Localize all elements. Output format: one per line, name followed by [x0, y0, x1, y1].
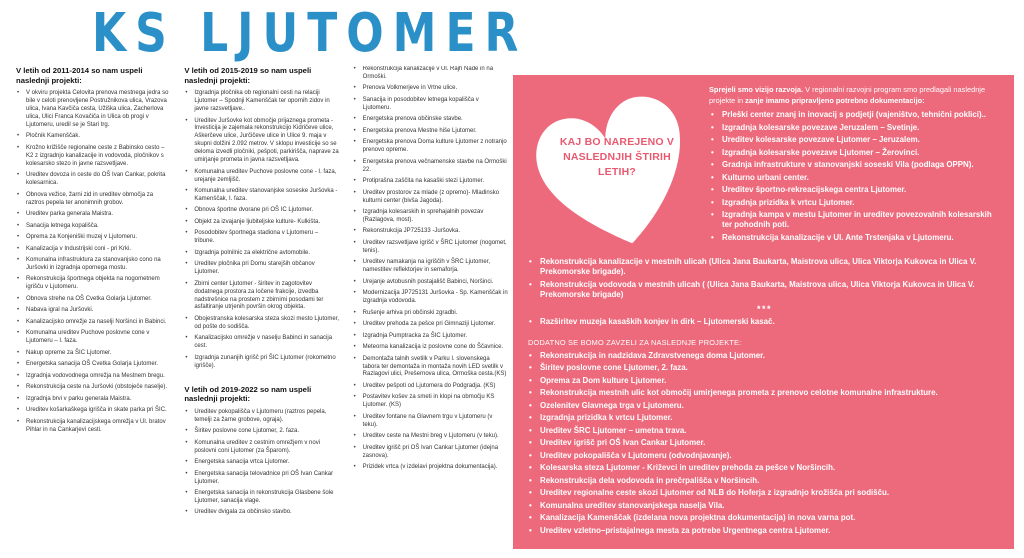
heart-question-text: KAJ BO NAREJENO V NASLEDNJIH ŠTIRIH LETIH? [559, 136, 675, 179]
list-item: • Krožno križišče regionalne ceste z Babinsko cesto – K2 z izgradnjo kanalizacije in vodovoda, pločnikov s kolesarsko stezo in javne razsvetljave. [16, 145, 171, 169]
list-item: • Sanacija letnega kopališča. [16, 223, 171, 231]
list-item: • Kolesarska steza Ljutomer - Križevci in ureditev prehoda za pešce v Noršincih. [527, 463, 1002, 473]
list-item: • Demontaža talnih svetilk v Parku I. slovenskega tabora ter demontaža in montaža novih LED svetilk v Razlagovi ulici, Prešernova ulica, Ormoška cesta.(KS) [353, 356, 508, 380]
list-item: • Ureditev regionalne ceste skozi Ljutomer od NLB do Hoferja z izgradnjo krožišča pri sodišču. [527, 488, 1002, 498]
list-item: • Gradnja infrastrukture v stanovanjski soseski Vila (podlaga OPPN). [709, 160, 1002, 170]
list-item: • Energetska prenova občinske stavbe. [353, 116, 508, 124]
list-item: • Komunalna ureditev Puchove poslovne cone - I. faza, urejanje zemljišč. [184, 169, 339, 185]
list-item: • Izgradnja brvi v parku generala Maistra. [16, 396, 171, 404]
list-item: • Rekonstrukcija vodovoda v mestnih ulicah ( (Ulica Jana Baukarta, Maistrova ulica, Ulica Viktorja Kukovca in Ulica V. Prekomorske brigade) [527, 280, 1002, 300]
museum-item-list [527, 317, 1002, 327]
list-item: • Rekonstrukcija ceste na Juršovki (obstoječe naselje). [16, 384, 171, 392]
list-item: • Izgradnja kolesarske povezave Ljutomer – Žerovinci. [709, 148, 1002, 158]
column-header-2011-2014: V letih od 2011-2014 so nam uspeli naslednji projekti: [16, 66, 143, 85]
list-item: • Komunalna infrastruktura za stanovanjsko cono na Juršovki in izgradnja opornega mostu. [16, 257, 171, 273]
list-item: • Energetska prenova Mestne hiše Ljutomer. [353, 128, 508, 136]
column-header-2019-2022: V letih od 2019-2022 so nam uspeli naslednji projekti: [184, 384, 312, 404]
list-item: • Razširitev muzeja kasaških konjev in dirk – Ljutomerski kasač. [527, 317, 1002, 327]
project-list-2019-2022 [184, 409, 339, 518]
list-item: • Oprema za Konjeniški muzej v Ljutomeru. [16, 234, 171, 242]
list-item: • Prleški center znanj in inovacij s podjetji (vajeništvo, tehnični poklici).. [709, 110, 1002, 120]
list-item: • Protiprašna zaščita na kasaški stezi Ljutomer. [353, 178, 508, 186]
list-item: • Modernizacija JP725131 Juršovka - Sp. Kamenščak in izgradnja vodovoda. [353, 290, 508, 306]
list-item: • Kanalizacijsko omrežje v naselju Babinci in sanacija cest. [184, 335, 339, 351]
panel-bottom-block [513, 255, 1014, 536]
list-item: • Izgradnja pločnika ob regionalni cesti na relaciji Ljutomer – Spodnji Kamenščak ter opornih zidov in javne razsvetljave.. [184, 90, 339, 114]
list-item: • Obnova strehe na OŠ Cvetka Golarja Ljutomer. [16, 296, 171, 304]
list-item: • Meteorna kanalizacija iz poslovne cone do Ščavnice. [353, 344, 508, 352]
list-item: • Ureditev prehoda za pešce pri Gimnaziji Ljutomer. [353, 321, 508, 329]
list-item: • Izgradnja kampa v mestu Ljutomer in ureditev povezovalnih kolesarskih ter pohodnih poti. [709, 210, 1002, 230]
list-item: • Komunalna ureditev z cestnim omrežjem v novi poslovni coni Ljutomer (za Šparom). [184, 440, 339, 456]
panel-intro [709, 85, 1002, 106]
list-item: • Ureditev ŠRC Ljutomer – umetna trava. [527, 426, 1002, 436]
list-item: • Obnova vežice, žarni zid in ureditev območja za raztros pepela ter anonimnih grobov. [16, 192, 171, 208]
list-item: • Objekt za izvajanje ljubiteljske kulture- Kulkišta. [184, 219, 339, 227]
vision-project-list [709, 110, 1002, 243]
list-item: • Rekonstrukcija športnega objekta na nogometnem igrišču v Ljutomeru. [16, 276, 171, 292]
list-item: • Rekonstrukcija kanalizacije v mestnih ulicah (Ulica Jana Baukarta, Maistrova ulica, Ulica Viktorja Kukovca in Ulica V. Prekomorske brigade). [527, 257, 1002, 277]
list-item: • Ureditev pešpoti od Ljutomera do Podgradja. (KS) [353, 383, 508, 391]
project-list-2011-2014 [16, 90, 171, 434]
list-item: • Ureditev prostorov za mlade (z opremo)- Mladinsko kulturni center (bivša Jagoda). [353, 190, 508, 206]
list-item: • Rekonstrukcija mestnih ulic kot območij umirjenega prometa z prenovo celotne komunalne infrastrukture. [527, 388, 1002, 398]
list-item: • Rekonstrukcija JP725133 -Juršovka. [353, 228, 508, 236]
intro-bold-lead: Sprejeli smo vizijo razvoja. [709, 85, 806, 94]
list-item: • Komunalna ureditev stanovanjske soseske Juršovka - Kamenščak, I. faza. [184, 188, 339, 204]
list-item: • Ureditev fontane na Glavnem trgu v Ljutomeru (v teku). [353, 414, 508, 430]
list-item: • Ureditev košarkaškega igrišča in skate parka pri ŠIC. [16, 407, 171, 415]
intro-regular: V regionalni razvojni program smo predlagali naslednje projekte in [709, 85, 986, 105]
list-item: • Ureditev ceste na Mestni breg v Ljutomeru (v teku). [353, 433, 508, 441]
heart-shape [527, 85, 705, 261]
list-item: • Ureditev namakanja na igriščih v ŠRC Ljutomer, namestitev reflektorjev in semaforja. [353, 259, 508, 275]
list-item: • Širitev poslovne cone Ljutomer, 2. faza. [527, 363, 1002, 373]
column-header-2015-2019: V letih od 2015-2019 so nam uspeli naslednji projekti: [184, 66, 312, 85]
list-item: • Izgradnja prizidka k vrtcu Ljutomer. [709, 198, 1002, 208]
intro-bold-tail: zanje imamo pripravljeno potrebno dokumentacijo: [745, 95, 925, 105]
projects-columns [16, 66, 508, 552]
list-item: • Prenova Volkmerjeve in Vrtne ulice. [353, 85, 508, 93]
list-item: • Izgradnja polnilnic za električne avtomobile. [184, 250, 339, 258]
list-item: • Nabava igral na Juršovki. [16, 307, 171, 315]
list-item: • Ureditev pločnika pri Domu starejših občanov Ljutomer. [184, 261, 339, 277]
list-item: • Postavitev košev za smeti in klopi na območju KS Ljutomer. (KS) [353, 394, 508, 410]
list-item: • Zbirni center Ljutomer - širitev in zagotovitev dodatnega prostora za ločene frakcije, izvedba nadstrešnice na prostem z zbirnimi posodami ter asfaltiranje utrjenih površin okrog objekta. [184, 281, 339, 313]
list-item: • Ureditev kolesarske povezave Ljutomer – Jeruzalem. [709, 135, 1002, 145]
list-item: • Nakup opreme za ŠIC Ljutomer. [16, 350, 171, 358]
list-item: • Ozelenitev Glavnega trga v Ljutomeru. [527, 401, 1002, 411]
page-title: KS LJUTOMER [92, 2, 528, 65]
list-item: • Energetska prenova Doma kulture Ljutomer z notranjo prenovo opreme. [353, 139, 508, 155]
list-item: • Kulturno urbani center. [709, 173, 1002, 183]
list-item: • Rekonstrukcija dela vodovoda in prečrpališča v Noršincih. [527, 476, 1002, 486]
list-item: • Ureditev pokopališča v Ljutomeru (odvodnjavanje). [527, 451, 1002, 461]
future-plans-panel [513, 75, 1014, 549]
list-item: • Rekonstrukcija kanalizacijskega omrežja v Ul. bratov Pihlar in na Cankarjevi cesti. [16, 419, 171, 435]
list-item: • Ureditev parka generala Maistra. [16, 211, 171, 219]
list-item: • Ureditev razsvetljave igrišč v ŠRC Ljutomer (nogomet, tenis). [353, 240, 508, 256]
stars-separator: *** [756, 303, 772, 314]
list-item: • Kanalizacija v Industrijski coni - pri Krki. [16, 246, 171, 254]
list-item: • Ureditev dvigala za občinsko stavbo. [184, 509, 339, 517]
list-item: • V okviru projekta Celovita prenova mestnega jedra so bile v celoti prenovljene Postružnikova ulica, Vrazova ulica, Ivana Kavčiča cesta, Užiška ulica, Zacherlova ulica, Ulici Franca Kovačiča in Ulica ob progi v Ljutomeru, uredil se je Stari trg. [16, 90, 171, 130]
additional-projects-header: DODATNO SE BOMO ZAVZELI ZA NASLEDNJE PROJEKTE: [528, 337, 742, 347]
list-item: • Širitev poslovne cone Ljutomer, 2. faza. [184, 428, 339, 436]
list-item: • Obnova športne dvorane pri OŠ IC Ljutomer. [184, 207, 339, 215]
column-2015-2022 [184, 66, 339, 552]
list-item: • Rekonstrukcija kanalizacije v Ul. Ante Trstenjaka v Ljutomeru. [709, 233, 1002, 243]
list-item: • Kanalizacija Kamenščak (izdelana nova projektna dokumentacija) in nova varna pot. [527, 513, 1002, 523]
additional-project-list [527, 351, 1002, 536]
list-item: • Izgradnja zunanjih igrišč pri ŠIC Ljutomer (rokometno igrišče). [184, 355, 339, 371]
project-list-continued [353, 66, 508, 472]
list-item: • Ureditev vzletno–pristajalnega mesta za potrebe Urgentnega centra Ljutomer. [527, 526, 1002, 536]
list-item: • Ureditev Juršovke kot območje prijaznega prometa - Investicija je zajemala rekonstrukcijo Kidričeve ulice, Aškerčeve ulice, Jurčičeve ulice in Ulice 9. maja v skupni dolžini 2.092 metrov. V sklopu investicije so se deloma izvedli pločniki, pešpoti, parkirišča, naprave za umirjanje prometa in javna razsvetljava. [184, 118, 339, 165]
list-item: • Ureditev pokopališča v Ljutomeru (raztros pepela, temelji za žarne grobove, ograja). [184, 409, 339, 425]
list-item: • Izgradnja kolesarskih in sprehajalnih povezav (Razlagova, most). [353, 209, 508, 225]
list-item: • Prizidek vrtca (v izdelavi projektna dokumentacija). [353, 464, 508, 472]
list-item: • Oprema za Dom kulture Ljutomer. [527, 376, 1002, 386]
list-item: • Urejanje avtobusnih postajališč Babinci, Noršinci. [353, 279, 508, 287]
list-item: • Pločnik Kamenščak. [16, 133, 171, 141]
list-item: • Komunalna ureditev Puchove poslovne cone v Ljutomeru – I. faza. [16, 330, 171, 346]
list-item: • Obojestranska kolesarska steza skozi mesto Ljutomer, od pošte do sodišča. [184, 316, 339, 332]
list-item: • Energetska prenova večnamenske stavbe na Ormoški 22. [353, 159, 508, 175]
list-item: • Kanalizacijsko omrežje za naselji Noršinci in Babinci. [16, 319, 171, 327]
list-item: • Izgradnja vodovodnega omrežja na Mestnem bregu. [16, 373, 171, 381]
list-item: • Izgradnja Pumptracka za ŠIC Ljutomer. [353, 333, 508, 341]
list-item: • Energetska sanacija in rekonstrukcija Glasbene šole Ljutomer, sanacija vlage. [184, 490, 339, 506]
list-item: • Komunalna ureditev stanovanjskega naselja Vila. [527, 501, 1002, 511]
list-item: • Ureditev igrišč pri OŠ Ivan Cankar Ljutomer. [527, 438, 1002, 448]
list-item: • Energetska sanacija OŠ Cvetka Golarja Ljutomer. [16, 361, 171, 369]
list-item: • Energetska sanacija telovadnice pri OŠ Ivan Cankar Ljutomer. [184, 471, 339, 487]
list-item: • Energetska sanacija vrtca Ljutomer. [184, 459, 339, 467]
list-item: • Ureditev dovoza in ceste do OŠ Ivan Cankar, pokrita kolesarnica. [16, 172, 171, 188]
list-item: • Rekonstrukcija in nadzidava Zdravstvenega doma Ljutomer. [527, 351, 1002, 361]
column-2011-2014 [16, 66, 171, 552]
list-item: • Rekonstrukcija kanalizacije v Ul. Rajh Nade in na Ormoški. [353, 66, 508, 82]
list-item: • Izgradnja kolesarske povezave Jeruzalem – Svetinje. [709, 123, 1002, 133]
list-item: • Ureditev športno-rekreacijskega centra Ljutomer. [709, 185, 1002, 195]
street-reconstruction-list [527, 257, 1002, 300]
project-list-2015-2019 [184, 90, 339, 370]
list-item: • Izgradnja prizidka k vrtcu Ljutomer. [527, 413, 1002, 423]
list-item: • Sanacija in posodobitev letnega kopališča v Ljutomeru. [353, 97, 508, 113]
list-item: • Posodobitev športnega stadiona v Ljutomeru – tribune. [184, 230, 339, 246]
list-item: • Ureditev igrišč pri OŠ Ivan Cankar Ljutomer (idejna zasnova). [353, 445, 508, 461]
column-continued [353, 66, 508, 552]
list-item: • Rušenje arhiva pri občinski zgradbi. [353, 310, 508, 318]
